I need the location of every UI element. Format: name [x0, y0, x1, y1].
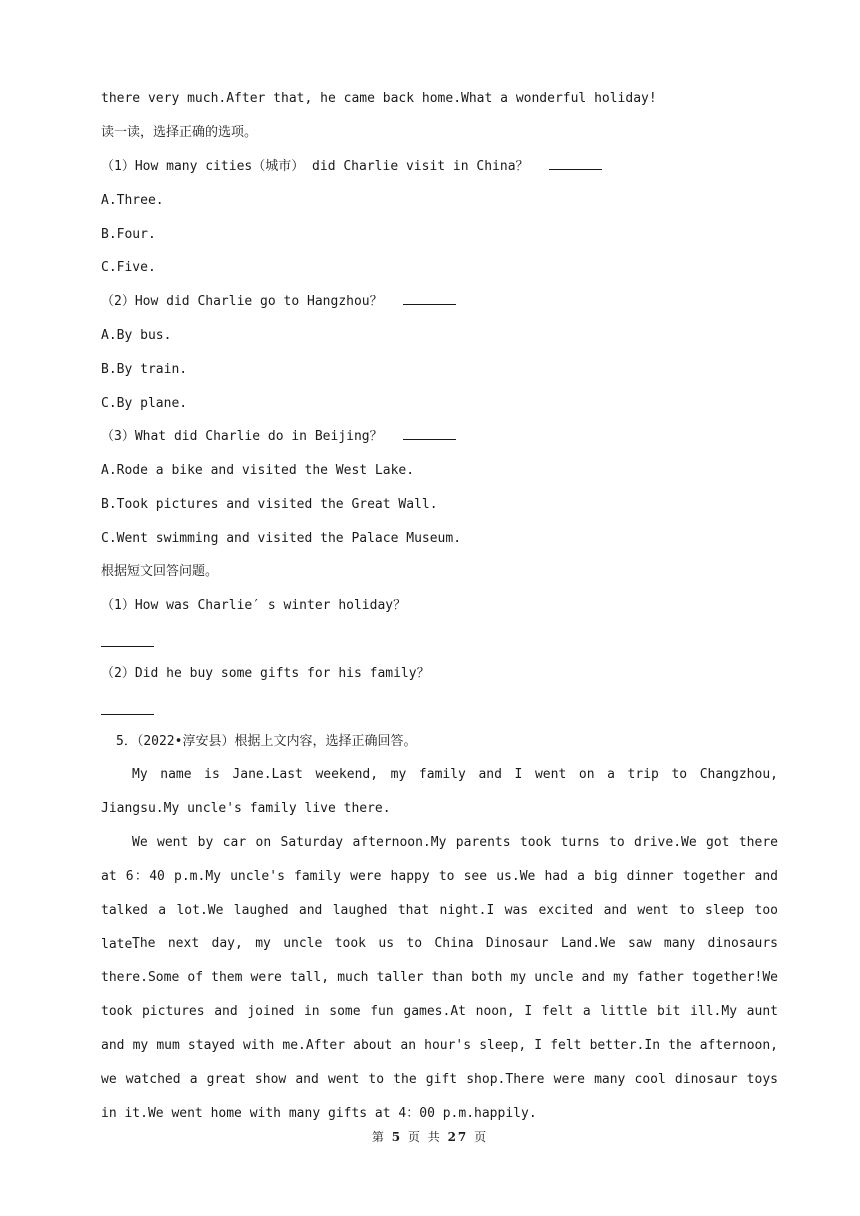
problem-5-header: 5．（2022•淳安县）根据上文内容，选择正确回答。 — [116, 734, 417, 749]
question-a1 — [101, 157, 602, 177]
option-a1-a: A.Three. — [101, 193, 164, 208]
continuation-line: there very much.After that, he came back home.What a wonderful holiday! — [101, 91, 657, 106]
option-a1-c: C.Five. — [101, 260, 156, 275]
answer-blank[interactable] — [403, 428, 456, 440]
passage-paragraph-3 — [101, 927, 778, 1131]
passage-paragraph-1 — [101, 758, 778, 826]
question-b2: （2）Did he buy some gifts for his family？ — [101, 666, 430, 681]
footer-suffix: 页 — [474, 1130, 489, 1144]
question-b1: （1）How was Charlie′ s winter holiday？ — [101, 598, 407, 613]
page-footer — [0, 1128, 860, 1145]
option-a1-b: B.Four. — [101, 227, 156, 242]
answer-blank[interactable] — [549, 158, 602, 170]
answer-blank[interactable] — [403, 293, 456, 305]
footer-page-number: 5 — [391, 1130, 403, 1144]
answer-line[interactable] — [101, 646, 154, 647]
option-a3-a: A.Rode a bike and visited the West Lake. — [101, 463, 415, 478]
paragraph-text: The next day, my uncle took us to China Dinosaur Land.We saw many dinosaurs there.Some of them were tall, much taller than both my uncle and my father together!We took pictures and joined in some fun games.At noon, I felt a little bit ill.My aunt and my mum stayed with me.After about an hour's sleep, I felt better.In the afternoon, we watched a great show and went to the gift shop.There were many cool dinosaur toys in it.We went home with many gifts at 4：00 p.m.happily. — [101, 936, 778, 1121]
section-a-instruction: 读一读，选择正确的选项。 — [101, 125, 258, 140]
footer-total-pages: 27 — [447, 1130, 469, 1144]
answer-line[interactable] — [101, 714, 154, 715]
question-a2-text: （2）How did Charlie go to Hangzhou？ — [101, 294, 383, 309]
question-a3-text: （3）What did Charlie do in Beijing？ — [101, 429, 383, 444]
footer-middle: 页 共 — [407, 1130, 442, 1144]
question-a3 — [101, 427, 456, 447]
option-a3-c: C.Went swimming and visited the Palace Museum. — [101, 531, 462, 546]
option-a3-b: B.Took pictures and visited the Great Wall. — [101, 497, 438, 512]
option-a2-b: B.By train. — [101, 362, 188, 377]
paragraph-text: My name is Jane.Last weekend, my family and I went on a trip to Changzhou, Jiangsu.My uncle's family live there. — [101, 767, 778, 816]
question-a1-text: （1）How many cities（城市） did Charlie visit in China？ — [101, 159, 529, 174]
section-b-instruction: 根据短文回答问题。 — [101, 564, 219, 579]
question-a2 — [101, 292, 456, 312]
footer-prefix: 第 — [371, 1130, 386, 1144]
option-a2-c: C.By plane. — [101, 396, 188, 411]
paragraph-text: We went by car on Saturday afternoon.My parents took turns to drive.We got there at 6：40 p.m.My uncle's family were happy to see us.We had a big dinner together and talked a lot.We laughed and laughed that night.I was excited and went to sleep too late. — [101, 835, 778, 952]
option-a2-a: A.By bus. — [101, 328, 172, 343]
